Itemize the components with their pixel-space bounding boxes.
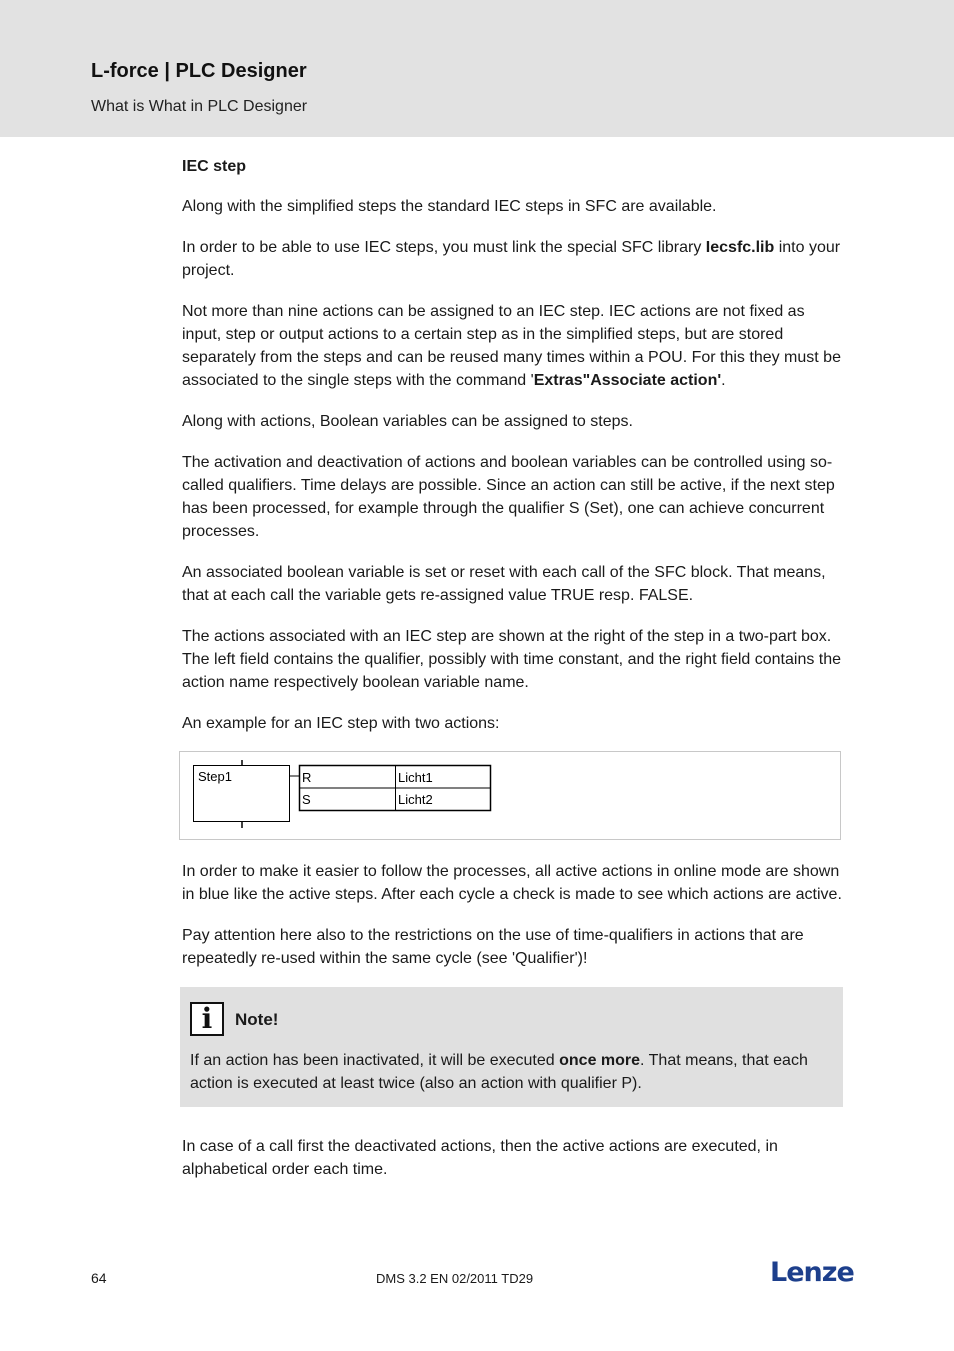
chapter-subtitle: What is What in PLC Designer (91, 98, 308, 115)
paragraph-11: In case of a call first the deactivated actions, then the active actions are executed, in alphabetical order each time. (182, 1138, 778, 1178)
note-emphasis: once more (559, 1052, 641, 1069)
paragraph-3-tail: . (721, 372, 726, 389)
note-title: Note! (235, 1009, 279, 1029)
document-reference: DMS 3.2 EN 02/2011 TD29 (376, 1271, 534, 1286)
paragraph-2 (182, 236, 844, 282)
paragraph-8: An example for an IEC step with two actions: (182, 715, 500, 732)
action-1-name: Licht1 (398, 770, 433, 785)
command-name: Extras"Associate action' (533, 372, 722, 389)
info-icon: i (190, 1002, 224, 1036)
paragraph-1: Along with the simplified steps the standard IEC steps in SFC are available. (182, 198, 717, 215)
page-number: 64 (91, 1270, 107, 1286)
paragraph-3-text: Not more than nine actions can be assigned to an IEC step. IEC actions are not fixed as input, step or output actions to a certain step as in the simplified steps, but are stored separately from the steps and can be reused many times within a POU. For this they must be associated to the single steps with the command ' (182, 303, 841, 389)
paragraph-4: Along with actions, Boolean variables can be assigned to steps. (182, 413, 633, 430)
note-text-start: If an action has been inactivated, it will be executed (190, 1052, 560, 1069)
document-title: L-force | PLC Designer (91, 60, 307, 82)
paragraph-10: Pay attention here also to the restrictions on the use of time-qualifiers in actions that are repeatedly re-used within the same cycle (see 'Qualifier')! (182, 927, 804, 967)
note-header (190, 999, 831, 1039)
paragraph-3 (182, 300, 844, 392)
paragraph-7: The actions associated with an IEC step are shown at the right of the step in a two-part box. The left field contains the qualifier, possibly with time constant, and the right field contains the action name respectively boolean variable name. (182, 628, 842, 691)
library-name: Iecsfc.lib (705, 239, 775, 256)
action-2-qualifier: S (302, 792, 311, 807)
iec-step-figure (179, 751, 841, 840)
action-1-qualifier: R (302, 770, 312, 785)
paragraph-2-text: In order to be able to use IEC steps, you must link the special SFC library (182, 239, 706, 256)
iec-step-diagram (180, 752, 840, 839)
paragraph-5: The activation and deactivation of actions and boolean variables can be controlled using so-called qualifiers. Time delays are possible. Since an action can still be active, if the next step has been processed, for example through the qualifier S (Set), one can achieve concurrent processes. (182, 454, 835, 540)
action-2-name: Licht2 (398, 792, 433, 807)
main-content (182, 155, 844, 1199)
paragraph-6: An associated boolean variable is set or reset with each call of the SFC block. That means, that at each call the variable gets re-assigned value TRUE resp. FALSE. (182, 564, 826, 604)
note-text (190, 1049, 831, 1095)
step-name: Step1 (198, 769, 232, 784)
note-text-end: . That means, that each action is executed at least twice (also an action with qualifier P). (190, 1052, 808, 1092)
page-header (0, 0, 954, 137)
paragraph-2-tail: into your project. (182, 239, 841, 279)
paragraph-9: In order to make it easier to follow the processes, all active actions in online mode are shown in blue like the active steps. After each cycle a check is made to see which actions are active. (182, 863, 842, 903)
lenze-logo: Lenze (770, 1257, 854, 1288)
note-box (180, 987, 843, 1107)
section-heading: IEC step (182, 158, 247, 175)
